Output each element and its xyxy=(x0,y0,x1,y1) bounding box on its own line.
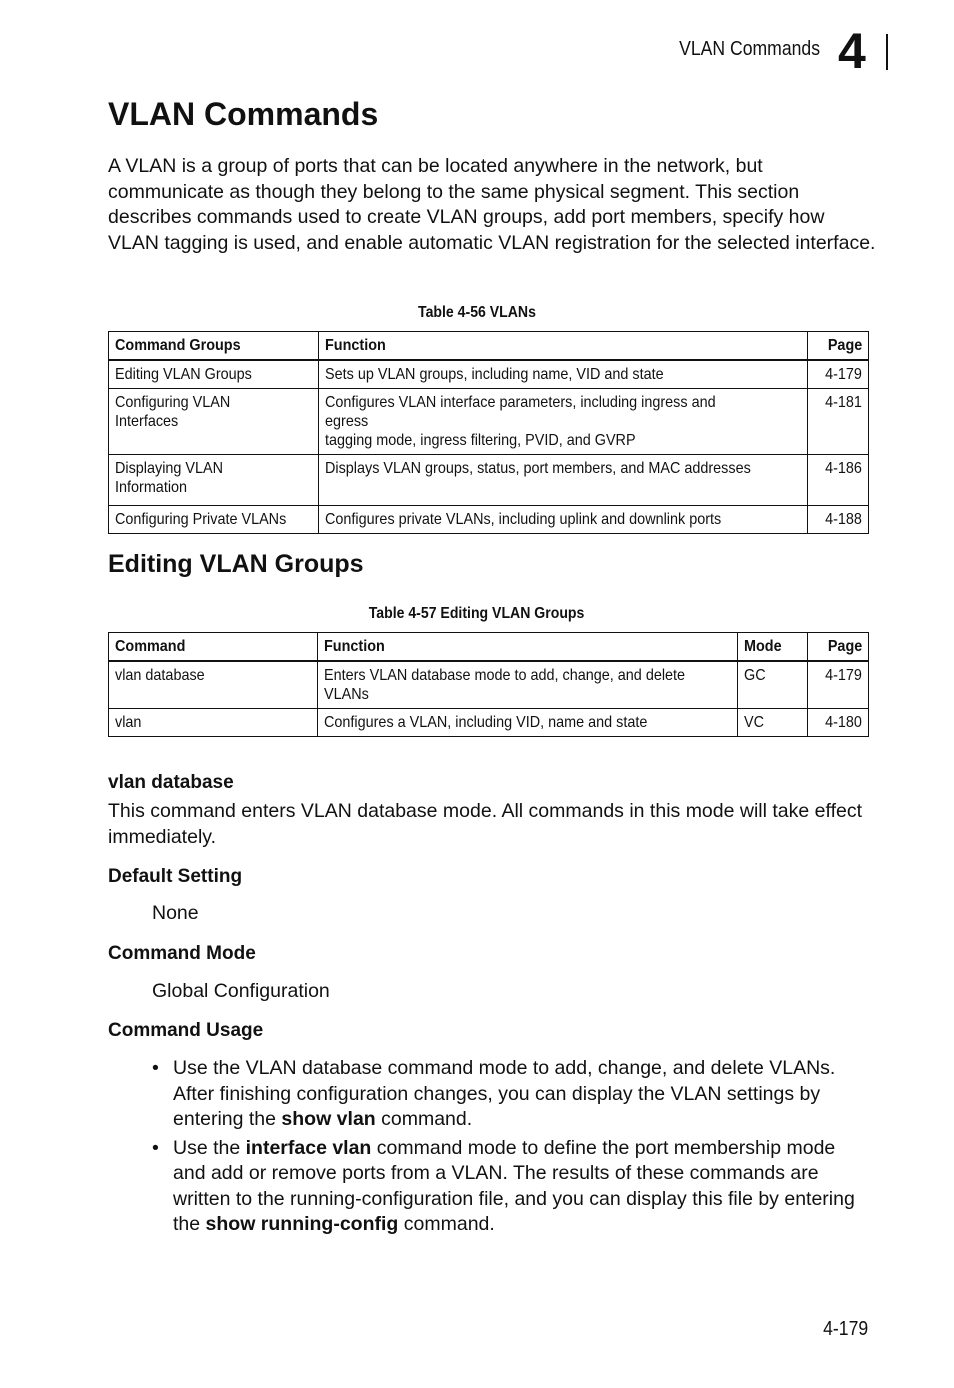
default-setting-heading: Default Setting xyxy=(108,866,243,887)
header-cell: Function xyxy=(318,332,808,361)
command-usage-list xyxy=(152,1056,872,1241)
table-cell: Sets up VLAN groups, including name, VID and state xyxy=(318,360,808,389)
list-item: • Use the interface vlan command mode to define the port membership mode and add or remove ports from a VLAN. The results of these commands are written to the running-configuration file, and you can display this file by entering the show running-config command. xyxy=(152,1136,855,1235)
editing-vlan-groups-table xyxy=(108,632,869,737)
default-setting-value: None xyxy=(152,902,199,924)
command-mode-heading: Command Mode xyxy=(108,943,256,964)
running-title: VLAN Commands xyxy=(679,38,820,60)
header-cell: Function xyxy=(318,633,738,662)
table-cell: Configures VLAN interface parameters, including ingress and egress tagging mode, ingress filtering, PVID, and GVRP xyxy=(318,389,808,455)
table-header-row xyxy=(109,332,869,361)
command-usage-heading: Command Usage xyxy=(108,1020,264,1041)
section-title: Editing VLAN Groups xyxy=(108,550,364,578)
table-cell: 4-179 xyxy=(808,661,869,709)
chapter-number: 4 xyxy=(838,23,866,79)
table-row xyxy=(109,709,869,737)
table-cell: VC xyxy=(738,709,808,737)
table-cell: Configuring VLAN Interfaces xyxy=(109,389,319,455)
table-cell: Configures private VLANs, including uplink and downlink ports xyxy=(318,506,808,534)
header-cell: Command Groups xyxy=(109,332,319,361)
table-cell: 4-188 xyxy=(808,506,869,534)
header-cell: Page xyxy=(808,633,869,662)
table-cell: vlan xyxy=(109,709,318,737)
table-cell: Displays VLAN groups, status, port members, and MAC addresses xyxy=(318,455,808,506)
table-cell: Editing VLAN Groups xyxy=(109,360,319,389)
table-header-row xyxy=(109,633,869,662)
vlans-table xyxy=(108,331,869,534)
table-cell: Configures a VLAN, including VID, name and state xyxy=(318,709,738,737)
intro-paragraph: A VLAN is a group of ports that can be located anywhere in the network, but communicate as though they belong to the same physical segment. This section describes commands used to create VLAN groups, add port members, specify how VLAN tagging is used, and enable automatic VLAN registration for the selected interface. xyxy=(108,155,876,254)
table1-caption: Table 4-56 VLANs xyxy=(418,304,536,321)
page-number: 4-179 xyxy=(822,1318,868,1340)
table-row xyxy=(109,455,869,506)
table-cell: 4-180 xyxy=(808,709,869,737)
bullet-icon: • xyxy=(152,1136,159,1159)
header-divider xyxy=(886,34,888,70)
table-cell: Configuring Private VLANs xyxy=(109,506,319,534)
header-cell: Mode xyxy=(738,633,808,662)
table2-caption: Table 4-57 Editing VLAN Groups xyxy=(369,605,585,622)
table-cell: 4-186 xyxy=(808,455,869,506)
table-row xyxy=(109,389,869,455)
table-cell: GC xyxy=(738,661,808,709)
table-cell: vlan database xyxy=(109,661,318,709)
table-row xyxy=(109,661,869,709)
table-cell: Displaying VLAN Information xyxy=(109,455,319,506)
command-name: vlan database xyxy=(108,772,234,793)
table-cell: 4-179 xyxy=(808,360,869,389)
command-mode-value: Global Configuration xyxy=(152,980,330,1002)
bullet-icon: • xyxy=(152,1057,159,1079)
header-cell: Page xyxy=(808,332,869,361)
table-cell: Enters VLAN database mode to add, change, and delete VLANs xyxy=(318,661,738,709)
command-description: This command enters VLAN database mode. All commands in this mode will take effect immediately. xyxy=(108,800,862,848)
table-cell: 4-181 xyxy=(808,389,869,455)
header-cell: Command xyxy=(109,633,318,662)
table-row xyxy=(109,360,869,389)
table-row xyxy=(109,506,869,534)
page-title: VLAN Commands xyxy=(108,96,379,132)
list-item: • Use the VLAN database command mode to add, change, and delete VLANs. After finishing configuration changes, you can display the VLAN settings by entering the show vlan command. xyxy=(152,1057,836,1130)
